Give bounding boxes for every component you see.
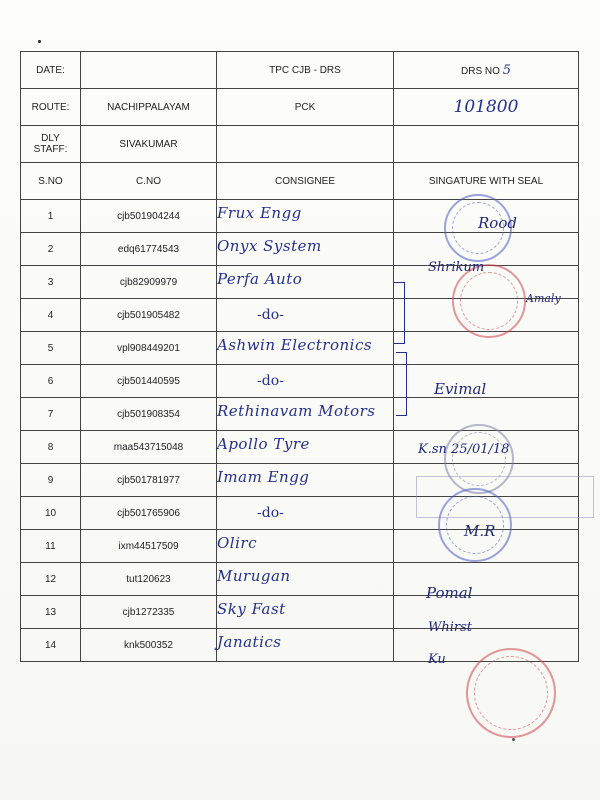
header-row-staff: [21, 126, 579, 163]
cno-cell: cjb501765906: [81, 497, 217, 530]
cno-cell: cjb1272335: [81, 596, 217, 629]
consignee-cell: [217, 464, 394, 497]
cno-cell: ixm44517509: [81, 530, 217, 563]
consignee-handwriting: Rethinavam Motors: [217, 402, 376, 420]
cno-cell: cjb501781977: [81, 464, 217, 497]
sno-cell: 1: [21, 200, 81, 233]
route-number-cell: [394, 89, 579, 126]
rectangular-stamp: [416, 476, 594, 518]
signature-cell: [394, 332, 579, 365]
table-row: [21, 233, 579, 266]
column-header-row: [21, 163, 579, 200]
cno-cell: vpl908449201: [81, 332, 217, 365]
signature-handwriting: M.R: [464, 522, 496, 540]
cno-cell: cjb501905482: [81, 299, 217, 332]
consignee-cell: [217, 233, 394, 266]
ink-speck: [512, 738, 515, 741]
signature-handwriting: Evimal: [434, 380, 487, 398]
cno-cell: tut120623: [81, 563, 217, 596]
ditto-mark: -do-: [257, 505, 284, 521]
staff-blank-1: [217, 126, 394, 163]
consignee-handwriting: Apollo Tyre: [217, 435, 310, 453]
table-row: [21, 365, 579, 398]
cno-cell: cjb501908354: [81, 398, 217, 431]
signature-cell: [394, 563, 579, 596]
sno-cell: 12: [21, 563, 81, 596]
sno-cell: 9: [21, 464, 81, 497]
col-consignee: CONSIGNEE: [217, 163, 394, 200]
cno-cell: cjb82909979: [81, 266, 217, 299]
table-row: [21, 629, 579, 662]
ditto-mark: -do-: [257, 307, 284, 323]
signature-handwriting: Shrikum: [428, 260, 485, 275]
ditto-bracket: [394, 282, 405, 344]
cno-cell: cjb501440595: [81, 365, 217, 398]
route-number: 101800: [453, 97, 519, 117]
table-row: [21, 332, 579, 365]
signature-handwriting: Whirst: [428, 620, 473, 635]
route-code: PCK: [217, 89, 394, 126]
signature-cell: [394, 596, 579, 629]
cno-cell: cjb501904244: [81, 200, 217, 233]
sno-cell: 7: [21, 398, 81, 431]
drs-no-cell: [394, 52, 579, 89]
signature-handwriting: Pomal: [426, 584, 473, 602]
route-value: NACHIPPALAYAM: [81, 89, 217, 126]
consignee-handwriting: Imam Engg: [217, 468, 310, 486]
ditto-bracket: [396, 352, 407, 416]
table-row: [21, 563, 579, 596]
consignee-handwriting: Perfa Auto: [217, 270, 303, 288]
signature-cell: [394, 233, 579, 266]
staff-label: DLY STAFF:: [21, 126, 81, 163]
consignee-cell: [217, 332, 394, 365]
consignee-cell: [217, 365, 394, 398]
table-row: [21, 398, 579, 431]
table-row: [21, 299, 579, 332]
sno-cell: 11: [21, 530, 81, 563]
consignee-cell: [217, 596, 394, 629]
consignee-cell: [217, 497, 394, 530]
drs-no-value: 5: [502, 62, 511, 78]
sno-cell: 4: [21, 299, 81, 332]
staff-blank-2: [394, 126, 579, 163]
sno-cell: 2: [21, 233, 81, 266]
header-row-route: [21, 89, 579, 126]
col-cno: C.NO: [81, 163, 217, 200]
consignee-cell: [217, 530, 394, 563]
ditto-mark: -do-: [257, 373, 284, 389]
cno-cell: knk500352: [81, 629, 217, 662]
signature-cell: [394, 398, 579, 431]
sno-cell: 14: [21, 629, 81, 662]
consignee-handwriting: Murugan: [217, 567, 291, 585]
cno-cell: edq61774543: [81, 233, 217, 266]
consignee-cell: [217, 563, 394, 596]
consignee-handwriting: Onyx System: [217, 237, 322, 255]
consignee-cell: [217, 629, 394, 662]
sno-cell: 5: [21, 332, 81, 365]
date-value: [81, 52, 217, 89]
staff-value: SIVAKUMAR: [81, 126, 217, 163]
sno-cell: 10: [21, 497, 81, 530]
consignee-cell: [217, 200, 394, 233]
date-label: DATE:: [21, 52, 81, 89]
consignee-handwriting: Janatics: [217, 633, 282, 651]
signature-handwriting: Amaly: [526, 292, 561, 305]
signature-cell: [394, 629, 579, 662]
sno-cell: 8: [21, 431, 81, 464]
delivery-run-sheet-table: [20, 51, 579, 662]
signature-handwriting: Ku: [428, 652, 446, 667]
col-signature: SINGATURE WITH SEAL: [394, 163, 579, 200]
col-sno: S.NO: [21, 163, 81, 200]
signature-handwriting: Rood: [478, 214, 517, 232]
sno-cell: 3: [21, 266, 81, 299]
consignee-cell: [217, 398, 394, 431]
consignee-handwriting: Frux Engg: [217, 204, 302, 222]
consignee-cell: [217, 299, 394, 332]
branch-label: TPC CJB - DRS: [217, 52, 394, 89]
cno-cell: maa543715048: [81, 431, 217, 464]
signature-handwriting: K.sn 25/01/18: [418, 442, 510, 457]
sno-cell: 13: [21, 596, 81, 629]
ink-speck: [38, 40, 41, 43]
consignee-handwriting: Ashwin Electronics: [217, 336, 373, 354]
consignee-handwriting: Olirc: [217, 534, 257, 552]
consignee-cell: [217, 266, 394, 299]
consignee-handwriting: Sky Fast: [217, 600, 286, 618]
table-row: [21, 266, 579, 299]
consignee-cell: [217, 431, 394, 464]
sno-cell: 6: [21, 365, 81, 398]
header-row-date: [21, 52, 579, 89]
table-row: [21, 596, 579, 629]
route-label: ROUTE:: [21, 89, 81, 126]
drs-no-label: DRS NO: [461, 65, 500, 77]
